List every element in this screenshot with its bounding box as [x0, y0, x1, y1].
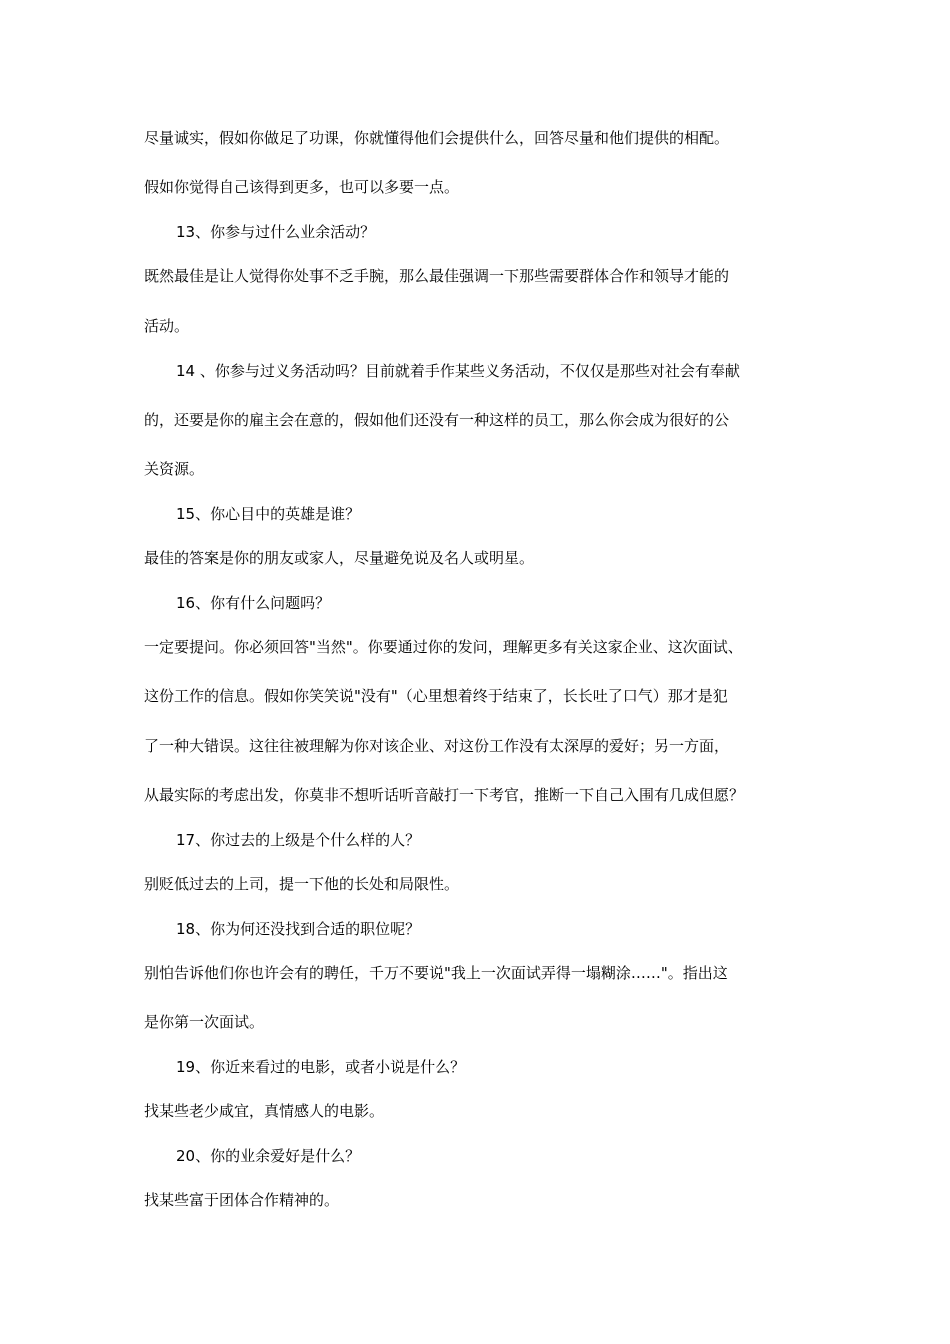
question-heading: 19、你近来看过的电影，或者小说是什么？ [176, 1058, 466, 1076]
text-line: 的，还要是你的雇主会在意的，假如他们还没有一种这样的员工，那么你会成为很好的公 [144, 411, 730, 429]
question-heading: 15、你心目中的英雄是谁？ [176, 505, 361, 523]
text-line: 一定要提问。你必须回答"当然"。你要通过你的发问，理解更多有关这家企业、这次面试、 [144, 638, 743, 656]
text-line: 从最实际的考虑出发，你莫非不想听话听音敲打一下考官，推断一下自己入围有几成但愿？ [144, 786, 745, 804]
question-heading: 18、你为何还没找到合适的职位呢？ [176, 920, 421, 938]
text-line: 这份工作的信息。假如你笑笑说"没有"（心里想着终于结束了，长长吐了口气）那才是犯 [144, 687, 728, 705]
text-line: 尽量诚实，假如你做足了功课，你就懂得他们会提供什么，回答尽量和他们提供的相配。 [144, 129, 730, 147]
text-line: 找某些老少咸宜，真情感人的电影。 [144, 1102, 385, 1120]
text-line: 了一种大错误。这往往被理解为你对该企业、对这份工作没有太深厚的爱好；另一方面， [144, 737, 730, 755]
text-line: 别贬低过去的上司，提一下他的长处和局限性。 [144, 875, 460, 893]
question-heading: 14 、你参与过义务活动吗？目前就着手作某些义务活动，不仅仅是那些对社会有奉献 [176, 362, 740, 380]
text-line: 是你第一次面试。 [144, 1013, 265, 1031]
text-line: 假如你觉得自己该得到更多，也可以多要一点。 [144, 178, 460, 196]
text-line: 最佳的答案是你的朋友或家人，尽量避免说及名人或明星。 [144, 549, 535, 567]
text-line: 活动。 [144, 317, 190, 335]
question-heading: 17、你过去的上级是个什么样的人？ [176, 831, 421, 849]
text-line: 既然最佳是让人觉得你处事不乏手腕，那么最佳强调一下那些需要群体合作和领导才能的 [144, 267, 730, 285]
question-heading: 13、你参与过什么业余活动？ [176, 223, 376, 241]
text-line: 关资源。 [144, 460, 205, 478]
question-heading: 20、你的业余爱好是什么？ [176, 1147, 361, 1165]
text-line: 找某些富于团体合作精神的。 [144, 1191, 340, 1209]
text-line: 别怕告诉他们你也许会有的聘任，千万不要说"我上一次面试弄得一塌糊涂……"。指出这 [144, 964, 728, 982]
question-heading: 16、你有什么问题吗？ [176, 594, 331, 612]
